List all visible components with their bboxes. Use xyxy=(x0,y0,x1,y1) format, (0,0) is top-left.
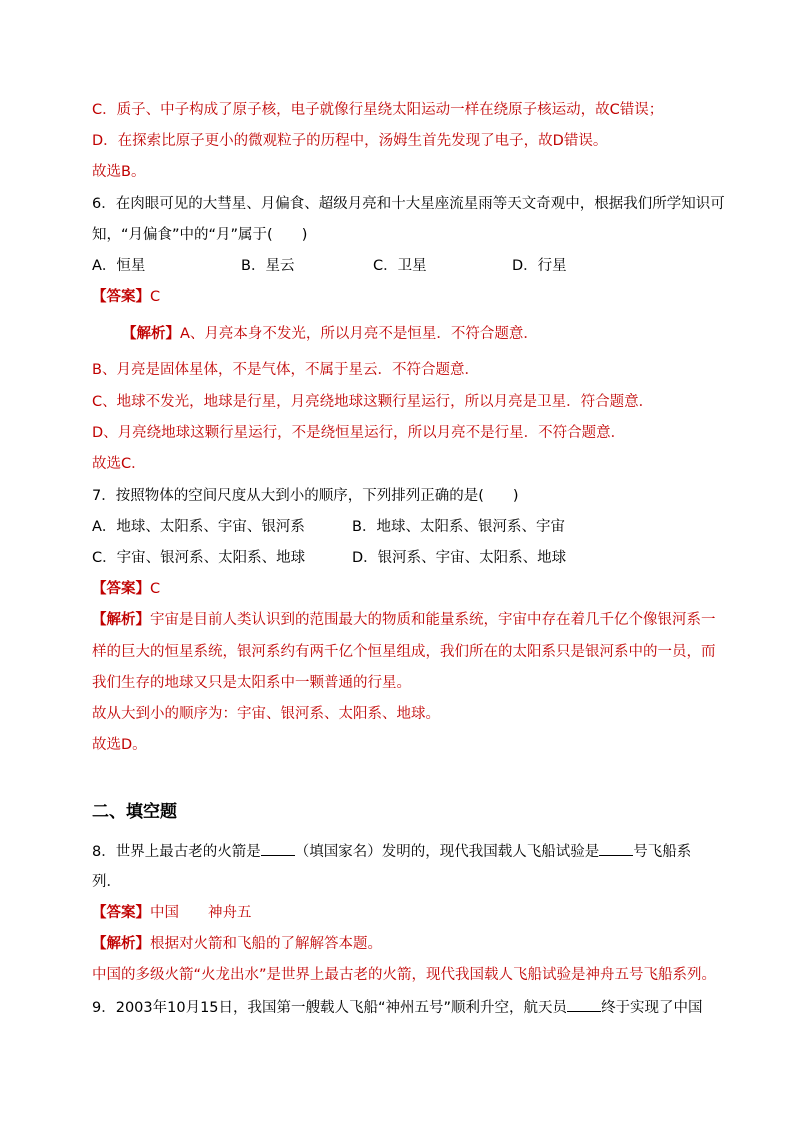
q7-analysis-line4: 故从大到小的顺序为：宇宙、银河系、太阳系、地球。 xyxy=(92,706,440,722)
q8-stem-line1 xyxy=(92,841,712,862)
q6-analysis-b: B、月亮是固体星体，不是气体，不属于星云．不符合题意． xyxy=(92,362,479,378)
q5-analysis-d: D．在探索比原子更小的微观粒子的历程中，汤姆生首先发现了电子，故D错误。 xyxy=(92,133,608,149)
analysis-tag: 【解析】 xyxy=(92,612,150,628)
q6-answer xyxy=(92,287,712,307)
answer-value: C xyxy=(150,289,161,305)
q9-stem-part1: 9．2003年10月15日，我国第一艘载人飞船“神州五号”顺利升空，航天员 xyxy=(92,1000,568,1016)
q9-stem xyxy=(92,997,712,1018)
q6-analysis-a xyxy=(122,324,742,344)
q8-analysis-line1 xyxy=(92,934,712,954)
q7-option-a: A．地球、太阳系、宇宙、银河系 xyxy=(92,519,305,535)
q6-option-c: C．卫星 xyxy=(373,258,427,274)
q7-analysis-line3: 我们生存的地球又只是太阳系中一颗普通的行星。 xyxy=(92,675,411,691)
q6-analysis-d: D、月亮绕地球这颗行星运行，不是绕恒星运行，所以月亮不是行星．不符合题意． xyxy=(92,425,626,441)
q5-conclusion: 故选B。 xyxy=(92,164,146,180)
q6-analysis-c: C、地球不发光，地球是行星，月亮绕地球这颗行星运行，所以月亮是卫星．符合题意． xyxy=(92,394,654,410)
q8-stem-part1: 8．世界上最古老的火箭是 xyxy=(92,844,261,860)
section-title: 二、填空题 xyxy=(92,802,177,822)
q6-option-a: A．恒星 xyxy=(92,258,146,274)
q8-stem-part3: 号飞船系 xyxy=(633,844,692,860)
q8-analysis-line2: 中国的多级火箭“火龙出水”是世界上最古老的火箭，现代我国载人飞船试验是神舟五号飞船系列。 xyxy=(92,967,717,983)
analysis-text: 宇宙是目前人类认识到的范围最大的物质和能量系统，宇宙中存在着几千亿个像银河系一 xyxy=(150,612,716,628)
answer-value: C xyxy=(150,581,161,597)
answer-tag: 【答案】 xyxy=(92,581,150,597)
analysis-tag: 【解析】 xyxy=(92,936,150,952)
q8-stem-part2: （填国家名）发明的，现代我国载人飞船试验是 xyxy=(294,844,600,860)
q7-conclusion: 故选D。 xyxy=(92,737,147,753)
analysis-text: A、月亮本身不发光，所以月亮不是恒星．不符合题意． xyxy=(180,326,538,342)
q8-stem-line2: 列． xyxy=(92,874,121,890)
q7-analysis-line1 xyxy=(92,610,716,630)
answer-tag: 【答案】 xyxy=(92,289,150,305)
q7-option-b: B．地球、太阳系、银河系、宇宙 xyxy=(352,519,565,535)
answer-blank xyxy=(567,997,601,1012)
answer-blank xyxy=(599,841,633,856)
q6-option-d: D．行星 xyxy=(512,258,567,274)
q7-option-d: D．银河系、宇宙、太阳系、地球 xyxy=(352,550,567,566)
answer-value: 中国 神舟五 xyxy=(150,905,252,921)
q7-option-c: C．宇宙、银河系、太阳系、地球 xyxy=(92,550,306,566)
q7-stem: 7．按照物体的空间尺度从大到小的顺序，下列排列正确的是( ) xyxy=(92,488,519,504)
q6-option-b: B．星云 xyxy=(241,258,295,274)
analysis-tag: 【解析】 xyxy=(122,326,180,342)
q9-stem-part2: 终于实现了中国 xyxy=(601,1000,703,1016)
q8-answer xyxy=(92,903,712,923)
q6-stem-line2: 知，“月偏食”中的“月”属于( ) xyxy=(92,227,308,243)
q7-analysis-line2: 样的巨大的恒星系统，银河系约有两千亿个恒星组成，我们所在的太阳系只是银河系中的一员，而 xyxy=(92,644,716,660)
q7-answer xyxy=(92,579,712,599)
analysis-text: 根据对火箭和飞船的了解解答本题。 xyxy=(150,936,382,952)
q6-conclusion: 故选C． xyxy=(92,456,146,472)
answer-blank xyxy=(261,841,295,856)
q6-stem-line1: 6．在肉眼可见的大彗星、月偏食、超级月亮和十大星座流星雨等天文奇观中，根据我们所学知识可 xyxy=(92,196,725,212)
q5-analysis-c: C．质子、中子构成了原子核，电子就像行星绕太阳运动一样在绕原子核运动，故C错误； xyxy=(92,102,664,118)
answer-tag: 【答案】 xyxy=(92,905,150,921)
